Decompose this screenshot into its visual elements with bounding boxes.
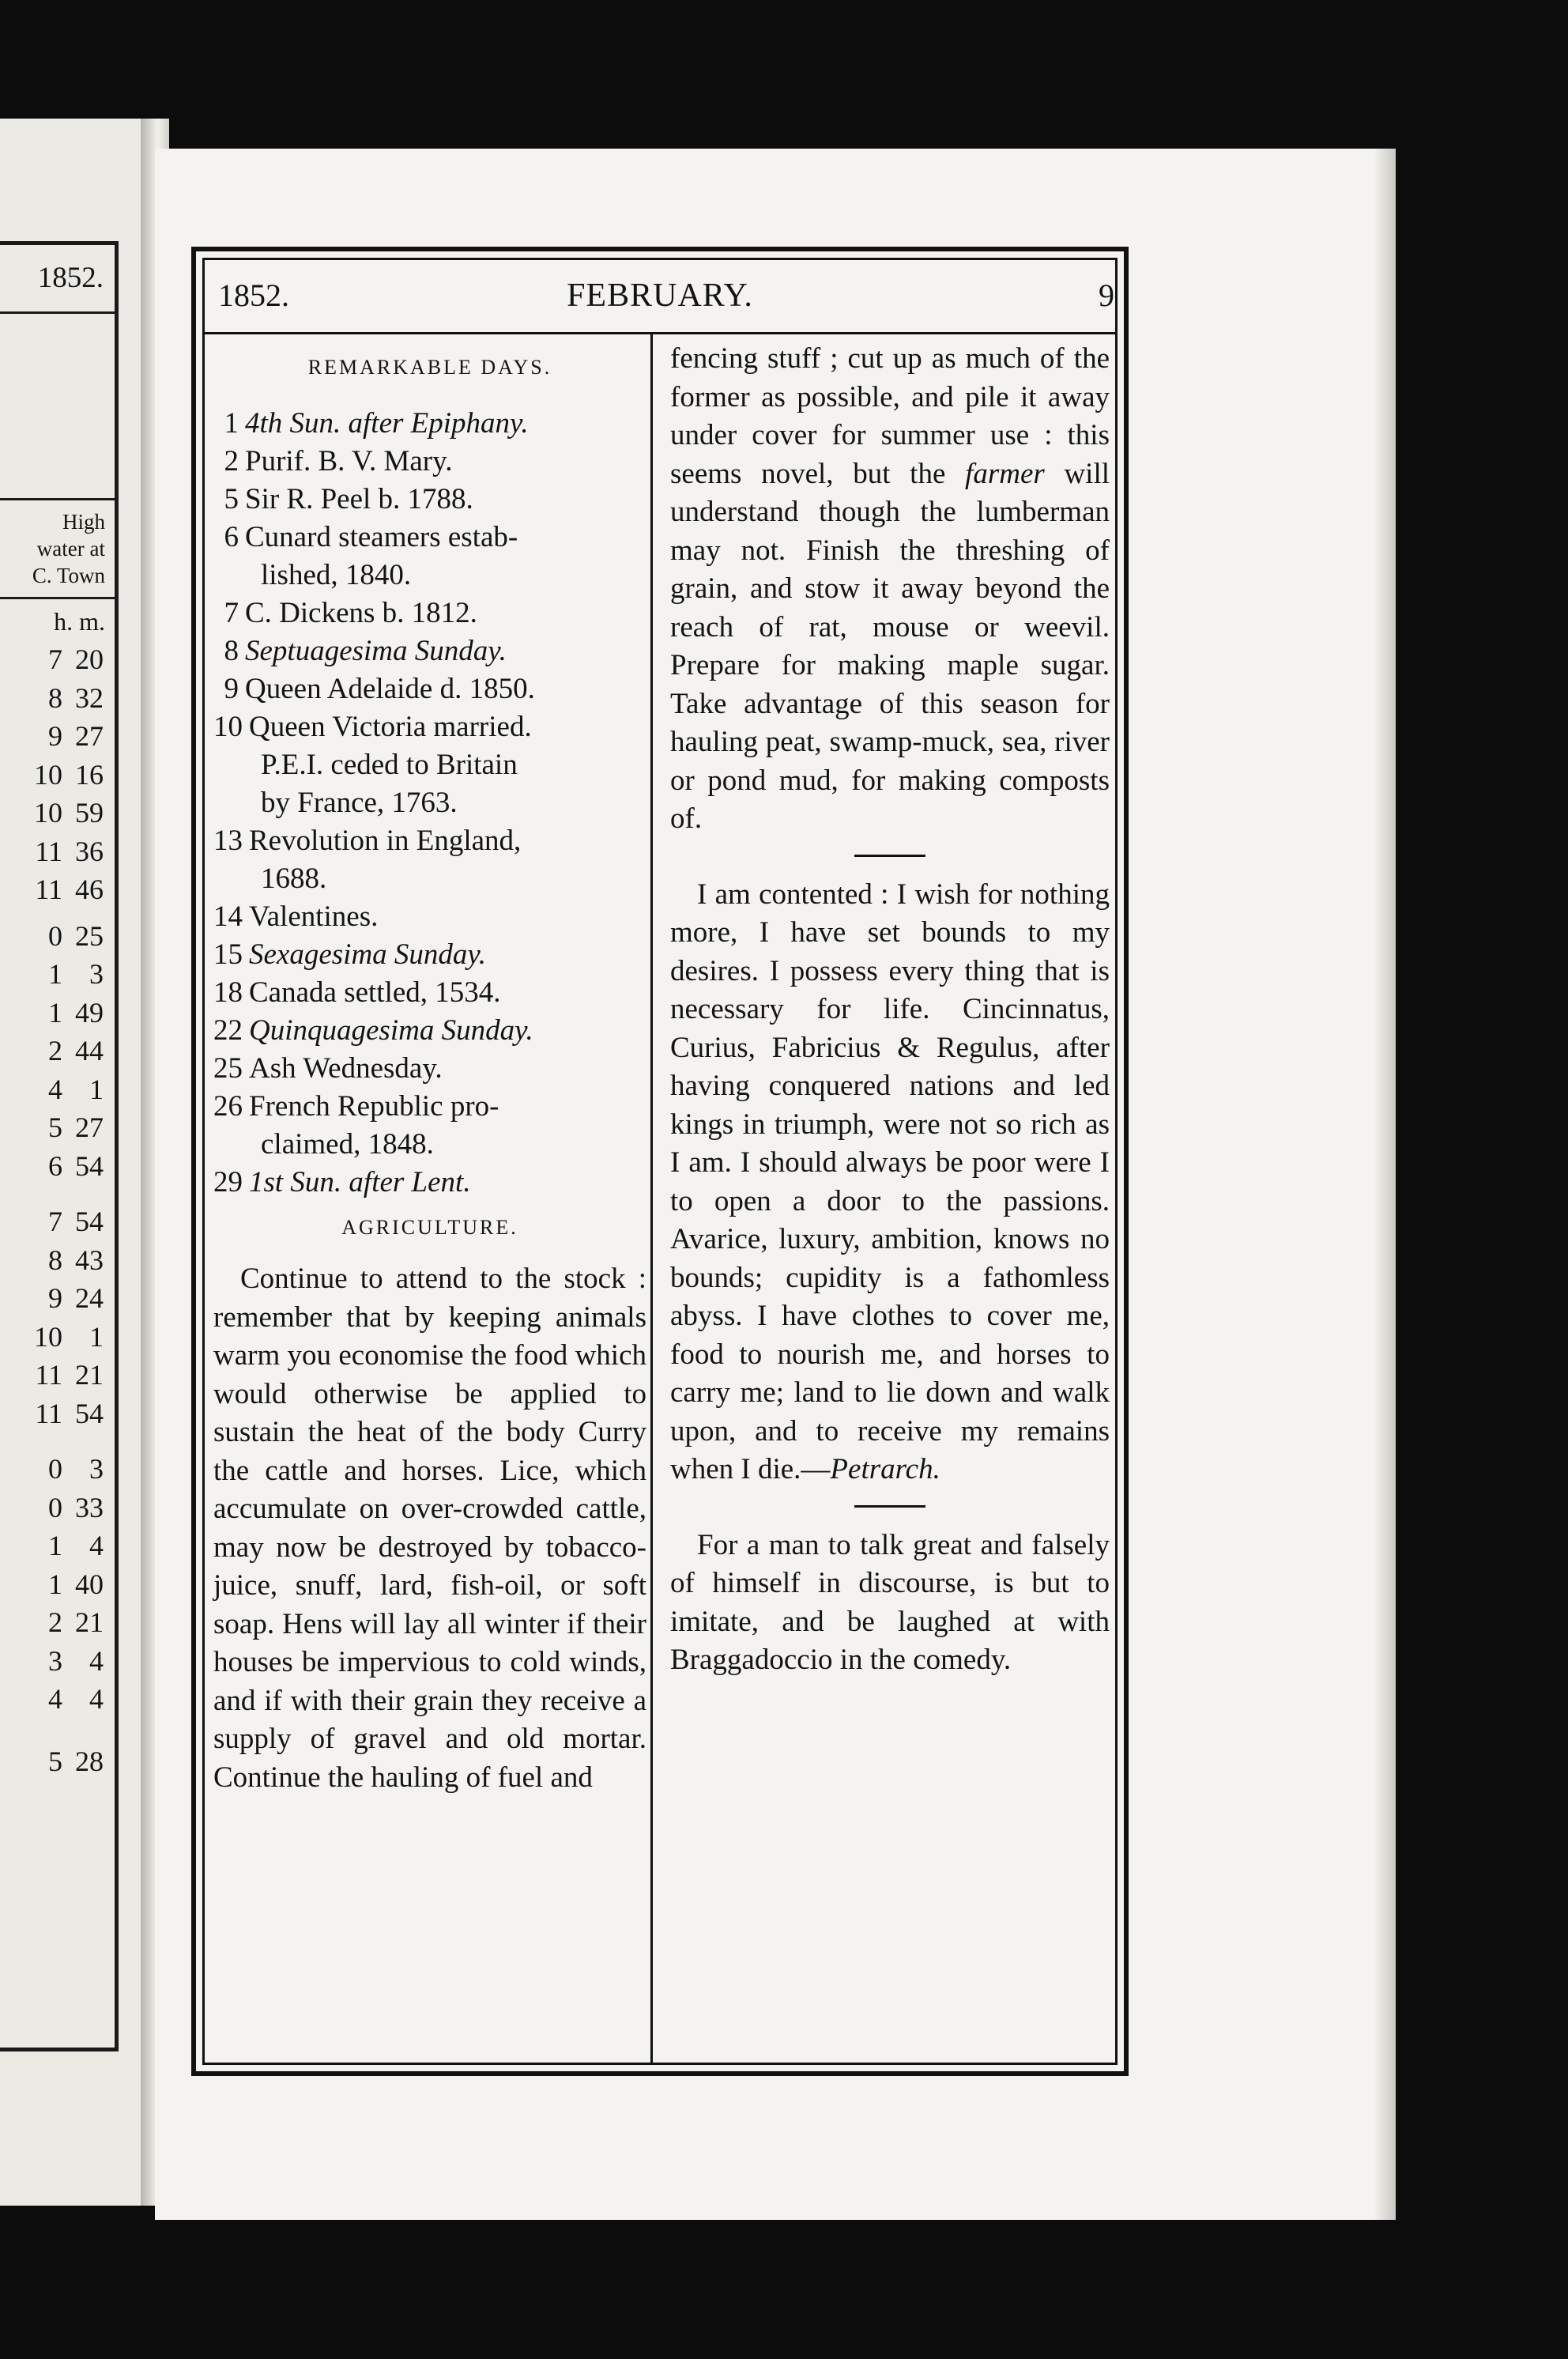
day-event-text: Purif. B. V. Mary. (245, 445, 453, 477)
high-water-time (48, 1072, 104, 1107)
left-column (213, 340, 646, 1797)
time-hour: 1 (48, 958, 62, 990)
agriculture-heading: AGRICULTURE. (341, 1216, 518, 1239)
remarkable-day-entry (213, 670, 646, 708)
time-hour: 0 (48, 1491, 62, 1523)
time-hour: 11 (35, 835, 62, 867)
time-minute: 25 (75, 919, 104, 952)
emphasized-word: farmer (965, 457, 1045, 490)
time-hour: 3 (48, 1644, 62, 1677)
previous-page-header-rule (0, 311, 115, 314)
time-minute: 32 (75, 681, 104, 714)
petrarch-quote (670, 876, 1110, 1489)
time-hour: 2 (48, 1035, 62, 1066)
time-hour: 10 (34, 758, 62, 791)
high-water-time (48, 1528, 104, 1563)
day-number: 5 (224, 483, 239, 515)
remarkable-day-continuation (213, 784, 646, 822)
high-water-time (48, 995, 104, 1030)
time-hour: 11 (35, 1359, 62, 1391)
time-minute: 59 (75, 797, 104, 828)
time-hour: 11 (35, 874, 62, 905)
day-number: 25 (213, 1052, 243, 1085)
high-water-time (48, 919, 104, 953)
day-number: 15 (213, 938, 243, 971)
time-minute: 24 (75, 1282, 104, 1314)
day-number: 26 (213, 1090, 243, 1123)
time-minute: 27 (75, 720, 104, 752)
high-water-time (48, 719, 104, 753)
high-water-time (48, 1451, 104, 1486)
day-event-text: Valentines. (249, 900, 379, 933)
high-water-time (48, 1110, 104, 1145)
day-event-text: P.E.I. ceded to Britain (261, 749, 518, 781)
time-minute: 4 (89, 1644, 104, 1677)
header-month: FEBRUARY. (567, 277, 753, 314)
day-number: 29 (213, 1166, 243, 1198)
remarkable-day-entry (213, 632, 646, 670)
remarkable-day-entry (213, 898, 646, 936)
day-event-text: 1688. (261, 862, 327, 895)
time-minute: 21 (75, 1359, 104, 1391)
day-event-text: C. Dickens b. 1812. (245, 597, 477, 629)
day-number: 14 (213, 900, 243, 933)
header-year: 1852. (218, 277, 289, 313)
time-hour: 7 (48, 644, 62, 675)
time-minute: 44 (75, 1035, 104, 1066)
remarkable-day-entry (213, 481, 646, 519)
time-hour: 1 (48, 1530, 62, 1561)
page-header (202, 267, 1118, 323)
remarkable-day-entry (213, 1088, 646, 1126)
day-number: 7 (224, 597, 239, 629)
high-water-time (48, 1567, 104, 1602)
day-number: 9 (224, 673, 239, 705)
time-minute: 16 (75, 758, 104, 791)
remarkable-day-entry (213, 1050, 646, 1088)
page-edge (1374, 149, 1396, 2220)
day-event-text: 1st Sun. after Lent. (249, 1166, 471, 1198)
remarkable-day-entry (213, 519, 646, 557)
remarkable-days-heading: REMARKABLE DAYS. (307, 356, 552, 379)
remarkable-day-entry (213, 822, 646, 860)
page-number: 9 (1099, 277, 1114, 313)
hours-minutes-label: h. m. (54, 607, 105, 636)
day-number: 10 (213, 711, 243, 743)
high-water-time (48, 1243, 104, 1278)
remarkable-day-continuation (213, 860, 646, 898)
high-water-time (48, 1644, 104, 1678)
high-water-time (48, 1033, 104, 1068)
time-minute: 54 (75, 1149, 104, 1182)
time-hour: 5 (48, 1112, 62, 1143)
high-water-time (35, 872, 104, 907)
day-event-text: by France, 1763. (261, 787, 458, 819)
remarkable-day-entry (213, 405, 646, 443)
agriculture-text-right-part: fencing stuff ; cut up as much of the former as possible, and pile it away under cover for summer use : this seems novel, but the (670, 342, 1110, 490)
remarkable-day-entry (213, 708, 646, 746)
time-hour: 9 (48, 720, 62, 752)
day-number: 18 (213, 976, 243, 1009)
remarkable-day-continuation (213, 746, 646, 784)
remarkable-day-entry (213, 936, 646, 974)
high-water-time (34, 757, 104, 792)
day-event-text: Sexagesima Sunday. (249, 938, 487, 971)
time-minute: 43 (75, 1244, 104, 1276)
remarkable-day-continuation (213, 1126, 646, 1164)
time-minute: 4 (89, 1530, 104, 1561)
time-minute: 21 (75, 1606, 104, 1638)
previous-page-year: 1852. (37, 262, 104, 294)
time-minute: 3 (89, 1453, 104, 1485)
column-header-line: C. Town (32, 564, 105, 587)
day-number: 8 (224, 635, 239, 667)
time-minute: 1 (89, 1073, 104, 1105)
time-hour: 11 (35, 1397, 62, 1429)
day-event-text: claimed, 1848. (261, 1128, 434, 1161)
high-water-column-header (0, 498, 115, 599)
high-water-time (35, 834, 104, 869)
agriculture-text-right (670, 340, 1110, 839)
time-hour: 5 (48, 1745, 62, 1777)
time-minute: 54 (75, 1206, 104, 1237)
time-hour: 4 (48, 1073, 62, 1105)
time-minute: 20 (75, 644, 104, 675)
day-event-text: Queen Adelaide d. 1850. (245, 673, 535, 705)
closing-paragraph: For a man to talk great and falsely of himself in discourse, is but to imitate, and be laughed at with Braggadoccio in the comedy. (670, 1528, 1110, 1676)
high-water-time (48, 957, 104, 991)
high-water-time (48, 1204, 104, 1239)
high-water-time (35, 1396, 104, 1431)
petrarch-attribution: Petrarch. (830, 1453, 940, 1485)
section-rule (854, 855, 925, 857)
day-event-text: lished, 1840. (261, 559, 412, 591)
column-divider (650, 332, 653, 2065)
day-event-text: Septuagesima Sunday. (245, 635, 507, 667)
remarkable-days-list (213, 405, 646, 1202)
time-hour: 9 (48, 1282, 62, 1314)
time-hour: 7 (48, 1206, 62, 1237)
time-minute: 1 (89, 1320, 104, 1353)
day-number: 13 (213, 825, 243, 857)
petrarch-quote-text: I am contented : I wish for nothing more, I have set bounds to my desires. I possess every thing that is necessary for life. Cincinnatus, Curius, Fabricius & Regulus, after having conquered nations and led kings in triumph, were not so rich as I am. I should always be poor were I to open a door to the passions. Avarice, luxury, ambition, knows no bounds; cupidity is a fathomless abyss. I have clothes to cover me, food to nourish me, and horses to carry me; land to lie down and walk upon, and to receive my remains when I die.— (670, 878, 1110, 1485)
high-water-time (48, 681, 104, 715)
time-hour: 8 (48, 681, 62, 714)
day-event-text: Cunard steamers estab- (245, 521, 518, 553)
high-water-time (48, 1744, 104, 1779)
high-water-time (48, 1605, 104, 1640)
high-water-time (48, 1490, 104, 1525)
high-water-time (48, 1281, 104, 1315)
remarkable-day-entry (213, 1012, 646, 1050)
high-water-time (48, 1681, 104, 1716)
time-minute: 40 (75, 1568, 104, 1600)
time-minute: 27 (75, 1112, 104, 1143)
time-minute: 28 (75, 1745, 104, 1777)
column-header-line: water at (36, 537, 105, 560)
time-hour: 10 (34, 1320, 62, 1353)
time-minute: 3 (89, 958, 104, 990)
day-number: 6 (224, 521, 239, 553)
day-event-text: Sir R. Peel b. 1788. (245, 483, 473, 515)
time-minute: 36 (75, 835, 104, 867)
remarkable-day-entry (213, 594, 646, 632)
remarkable-day-entry (213, 443, 646, 481)
day-event-text: 4th Sun. after Epiphany. (245, 407, 529, 440)
section-rule (854, 1505, 925, 1508)
time-hour: 1 (48, 1568, 62, 1600)
day-number: 1 (224, 407, 239, 440)
time-minute: 4 (89, 1683, 104, 1715)
agriculture-text-left: Continue to attend to the stock : remember that by keeping animals warm you economise the food which would otherwise be applied to sustain the heat of the body Curry the cattle and horses. Lice, which accumulate on over-crowded cattle, may now be destroyed by tobacco-juice, snuff, lard, fish-oil, or soft soap. Hens will lay all winter if their houses be impervious to cold winds, and if with their grain they receive a supply of gravel and old mortar. Continue the hauling of fuel and (213, 1263, 646, 1794)
time-minute: 54 (75, 1397, 104, 1429)
time-hour: 8 (48, 1244, 62, 1276)
day-event-text: French Republic pro- (249, 1090, 499, 1123)
column-header-line: High (62, 510, 105, 534)
day-event-text: Queen Victoria married. (249, 711, 532, 743)
time-hour: 0 (48, 919, 62, 952)
right-column (670, 340, 1110, 1680)
day-event-text: Ash Wednesday. (249, 1052, 443, 1085)
high-water-time (48, 1149, 104, 1183)
time-minute: 33 (75, 1491, 104, 1523)
high-water-time (35, 1357, 104, 1392)
high-water-time (34, 795, 104, 830)
day-number: 22 (213, 1014, 243, 1047)
day-event-text: Quinquagesima Sunday. (249, 1014, 533, 1047)
day-event-text: Canada settled, 1534. (249, 976, 501, 1009)
time-hour: 4 (48, 1683, 62, 1715)
time-minute: 49 (75, 996, 104, 1029)
time-hour: 6 (48, 1149, 62, 1182)
day-event-text: Revolution in England, (249, 825, 522, 857)
time-hour: 0 (48, 1453, 62, 1485)
high-water-time (34, 1319, 104, 1354)
time-hour: 2 (48, 1606, 62, 1638)
agriculture-text-right-part: will understand though the lumberman may not. Finish the threshing of grain, and stow it away beyond the reach of rat, mouse or weevil. Prepare for making maple sugar. Take advantage of this season for hauling peat, swamp-muck, sea, river or pond mud, for making composts of. (670, 457, 1110, 835)
time-hour: 10 (34, 797, 62, 828)
time-hour: 1 (48, 996, 62, 1029)
remarkable-day-entry (213, 1164, 646, 1202)
remarkable-day-entry (213, 974, 646, 1012)
header-rule (202, 332, 1118, 334)
high-water-time (48, 642, 104, 677)
day-number: 2 (224, 445, 239, 477)
remarkable-day-continuation (213, 557, 646, 594)
time-minute: 46 (75, 874, 104, 905)
previous-page-frame (0, 241, 119, 2051)
